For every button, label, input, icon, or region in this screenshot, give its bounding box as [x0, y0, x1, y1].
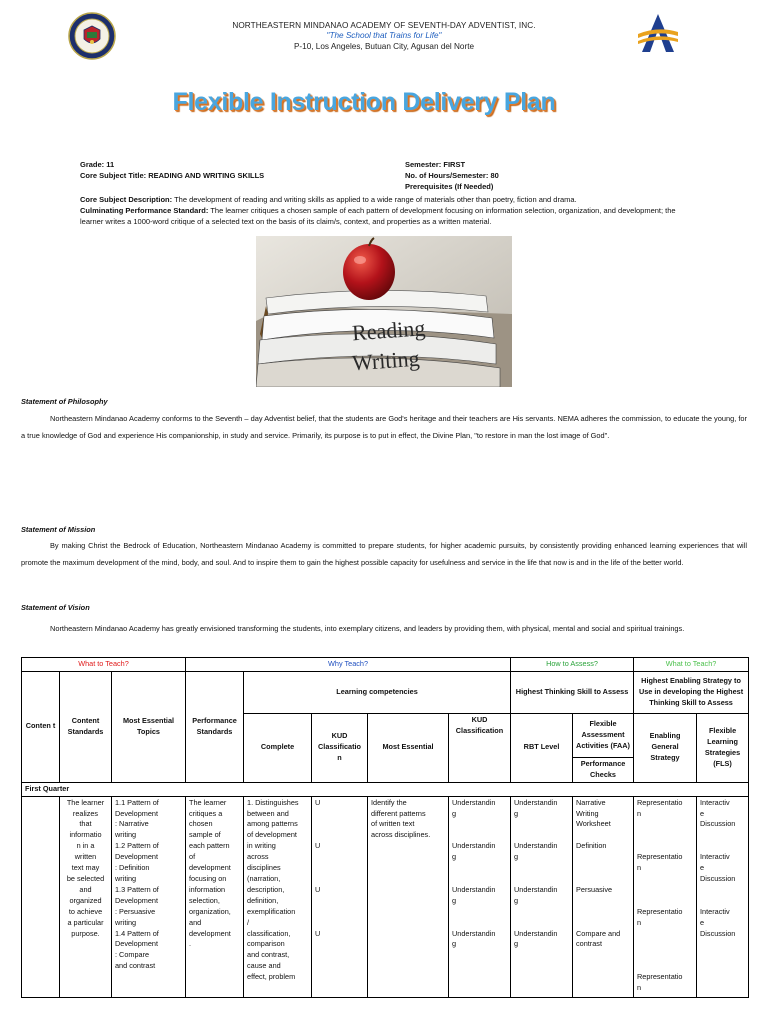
table-row [22, 796, 749, 997]
cell-faa: Narrative Writing Worksheet Definition Persuasive Compare and contrast [573, 796, 634, 997]
culminating-standard: Culminating Performance Standard: The learner critiques a chosen sample of each pattern of development focusing on information selection, organization, and development; the learner writes a 1000-word critique of a selected text on the basis of its claim/s, context, and properties as a written material. [80, 206, 676, 226]
group-what-to-teach: What to Teach? [22, 658, 186, 672]
book-title-writing: Writing [351, 345, 421, 376]
cell-complete: 1. Distinguishes between and among patterns of development in writing across disciplines (narration, description, definition, exemplification / classification, comparison and contrast, cause and effect, problem [244, 796, 312, 997]
cell-topics: 1.1 Pattern of Development : Narrative writing 1.2 Pattern of Development : Definition writing 1.3 Pattern of Development : Persuasive writing 1.4 Pattern of Development : Compare and contrast [112, 796, 186, 997]
semester-line: Semester: FIRST [405, 160, 466, 169]
highest-enabling-header: Highest Enabling Strategy to Use in developing the Highest Thinking Skill to Assess [634, 671, 749, 713]
cell-enabling: Representatio n Representatio n Representatio n Representatio n [634, 796, 697, 997]
core-description: Core Subject Description: The development of reading and writing skills as applied to a wide range of materials other than poetry, fiction and drama. [80, 195, 577, 204]
col-enabling-strategy: Enabling General Strategy [634, 713, 697, 782]
school-seal-logo-icon [68, 12, 116, 60]
cell-content [22, 796, 60, 997]
school-motto: "The School that Trains for Life" [326, 31, 442, 40]
vision-text: Northeastern Mindanao Academy has greatly envisioned transforming the students, into exemplary citizens, and leaders by providing them, with physical, mental and social and spiritual trainings. [50, 624, 685, 633]
col-faa: Flexible Assessment Activities (FAA) [573, 713, 634, 757]
group-what-to-teach-2: What to Teach? [634, 658, 749, 672]
learning-competencies-header: Learning competencies [244, 671, 511, 713]
cell-rbt: Understandin g Understandin g Understandin g Understandin g [511, 796, 573, 997]
table-group-header-row [22, 658, 749, 672]
col-content: Conten t [22, 671, 60, 782]
quarter-label: First Quarter [22, 782, 749, 796]
cell-kud-1: U U U U [312, 796, 368, 997]
highest-thinking-header: Highest Thinking Skill to Assess [511, 671, 634, 713]
subject-info-left [80, 159, 400, 181]
cell-fls: Interactiv e Discussion Interactiv e Discussion Interactiv e Discussion [697, 796, 749, 997]
philosophy-text: Northeastern Mindanao Academy conforms to the Seventh – day Adventist belief, that the students are God's heritage and their teachers are His servants. NEMA adheres the commission, to educate the young, for a true knowledge of God and experience His companionship, in study and service. Primarily, its purpose is to put in effect, the Divine Plan, "to restore in man the lost image of God". [21, 414, 747, 440]
col-most-essential-topics: Most Essential Topics [112, 671, 186, 782]
cell-content-standards: The learner realizes that informatio n in a written text may be selected and organized to achieve a particular purpose. [60, 796, 112, 997]
cell-most-essential: Identify the different patterns of written text across disciplines. [368, 796, 449, 997]
hours-line: No. of Hours/Semester: 80 [405, 171, 499, 180]
adventist-logo-icon [636, 12, 680, 54]
school-name: NORTHEASTERN MINDANAO ACADEMY OF SEVENTH-DAY ADVENTIST, INC. [232, 21, 536, 30]
col-kud-classification-1: KUD Classificatio n [312, 713, 368, 782]
mission-heading: Statement of Mission [21, 525, 96, 534]
cell-kud-2: Understandin g Understandin g Understandin g Understandin g [449, 796, 511, 997]
col-performance-checks: Performance Checks [573, 757, 634, 782]
cell-performance-standards: The learner critiques a chosen sample of each pattern of development focusing on information selection, organization, and development . [186, 796, 244, 997]
school-address: P-10, Los Angeles, Butuan City, Agusan del Norte [293, 42, 475, 51]
subject-info-right [405, 159, 665, 192]
core-title-line: Core Subject Title: READING AND WRITING SKILLS [80, 171, 265, 180]
col-performance-standards: Performance Standards [186, 671, 244, 782]
group-how-to-assess: How to Assess? [511, 658, 634, 672]
col-content-standards: Content Standards [60, 671, 112, 782]
subject-description [80, 194, 680, 227]
grade-line: Grade: 11 [80, 160, 115, 169]
col-complete: Complete [244, 713, 312, 782]
document-header [0, 0, 768, 70]
quarter-row [22, 782, 749, 796]
apple-books-photo [256, 236, 512, 387]
school-info [170, 21, 598, 51]
philosophy-heading: Statement of Philosophy [21, 397, 108, 406]
col-most-essential: Most Essential [368, 713, 449, 782]
mission-text: By making Christ the Bedrock of Education, Northeastern Mindanao Academy is committed to prepare students, for higher academic pursuits, by consistently providing enhanced learning experiences that will promote the maximum development of the mind, body, and soul. And to inspire them to gain the highest possible capacity for usefulness and service in the life that now is and in the life of the better world. [21, 541, 747, 567]
col-kud-classification-2: KUD Classification [449, 713, 511, 782]
vision-heading: Statement of Vision [21, 603, 90, 612]
table-subheader-row [22, 671, 749, 713]
page-title: Flexible Instruction Delivery Plan [172, 88, 556, 116]
book-title-reading: Reading [351, 315, 427, 346]
col-rbt-level: RBT Level [511, 713, 573, 782]
delivery-plan-table [21, 657, 749, 998]
col-fls: Flexible Learning Strategies (FLS) [697, 713, 749, 782]
prerequisites-line: Prerequisites (If Needed) [405, 182, 494, 191]
group-why-teach: Why Teach? [186, 658, 511, 672]
